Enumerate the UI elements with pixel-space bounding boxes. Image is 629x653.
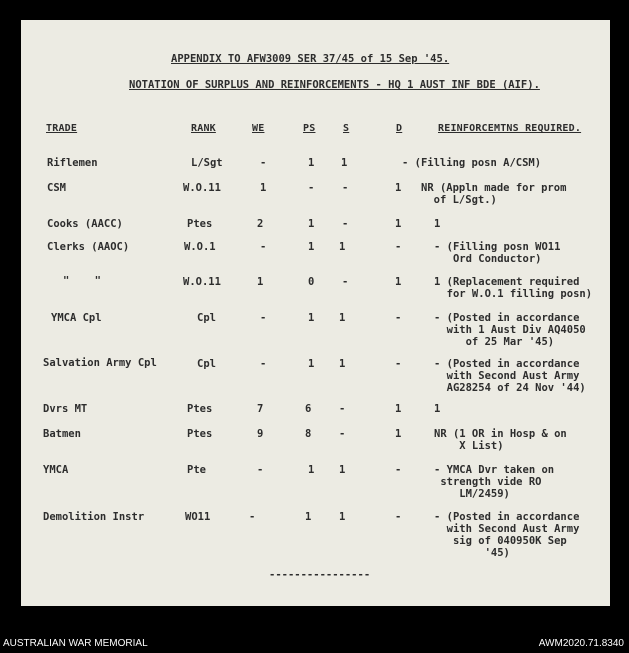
row-trade: Salvation Army Cpl	[43, 357, 157, 369]
row-we: 2	[257, 218, 264, 230]
row-ps: 6	[305, 403, 312, 415]
footer-accession-number: AWM2020.71.8340	[538, 638, 624, 649]
row-ps: 1	[305, 511, 312, 523]
row-ps: -	[308, 182, 315, 194]
row-rank: Ptes	[187, 428, 213, 440]
row-rank: Cpl	[197, 312, 216, 324]
row-d: 1	[395, 403, 402, 415]
row-reinforcements: - (Filling posn A/CSM)	[402, 157, 542, 169]
row-s: -	[339, 403, 346, 415]
header-rank: RANK	[191, 123, 216, 134]
row-d: -	[395, 312, 402, 324]
row-s: 1	[339, 312, 346, 324]
row-trade-ditto: " "	[63, 275, 101, 287]
row-d: 1	[395, 182, 402, 194]
row-reinforcements: - (Posted in accordance with Second Aust Army AG28254 of 24 Nov '44)	[434, 358, 586, 394]
row-we: -	[260, 358, 267, 370]
row-s: 1	[339, 464, 346, 476]
row-d: 1	[395, 218, 402, 230]
header-reinforcements: REINFORCEMTNS REQUIRED.	[438, 123, 582, 134]
header-d: D	[396, 123, 403, 134]
row-s: 1	[339, 241, 346, 253]
row-trade: Dvrs MT	[43, 403, 88, 415]
row-trade: Cooks (AACC)	[47, 218, 123, 230]
row-rank: W.O.1	[184, 241, 216, 253]
row-d: -	[395, 241, 402, 253]
row-reinforcements: - (Posted in accordance with 1 Aust Div AQ4050 of 25 Mar '45)	[434, 312, 586, 348]
row-trade: Demolition Instr	[43, 511, 145, 523]
row-ps: 1	[308, 464, 315, 476]
row-we: 1	[257, 276, 264, 288]
document-subtitle: NOTATION OF SURPLUS AND REINFORCEMENTS - HQ 1 AUST INF BDE (AIF).	[129, 79, 540, 91]
row-ps: 1	[308, 218, 315, 230]
row-rank: Pte	[187, 464, 206, 476]
row-ps: 1	[308, 241, 315, 253]
row-rank: Ptes	[187, 403, 213, 415]
row-s: -	[339, 428, 346, 440]
row-trade: YMCA	[43, 464, 69, 476]
row-reinforcements: - (Filling posn WO11 Ord Conductor)	[434, 241, 561, 265]
row-trade: Batmen	[43, 428, 81, 440]
row-ps: 8	[305, 428, 312, 440]
row-reinforcements: 1	[434, 403, 441, 415]
row-rank: W.O.11	[183, 276, 221, 288]
row-s: -	[342, 182, 349, 194]
row-reinforcements: - YMCA Dvr taken on strength vide RO LM/2459)	[434, 464, 555, 500]
row-trade: Riflemen	[47, 157, 98, 169]
footer-institution: AUSTRALIAN WAR MEMORIAL	[3, 638, 148, 649]
row-we: 7	[257, 403, 264, 415]
row-rank: W.O.11	[183, 182, 221, 194]
row-rank: WO11	[185, 511, 211, 523]
row-reinforcements: 1	[434, 218, 441, 230]
row-trade: YMCA Cpl	[51, 312, 102, 324]
end-rule: ----------------	[269, 569, 371, 581]
header-trade: TRADE	[46, 123, 78, 134]
header-s: S	[343, 123, 350, 134]
row-s: 1	[341, 157, 348, 169]
row-d: 1	[395, 276, 402, 288]
row-s: 1	[339, 511, 346, 523]
row-ps: 0	[308, 276, 315, 288]
row-d: -	[395, 511, 402, 523]
row-d: -	[395, 464, 402, 476]
row-reinforcements: 1 (Replacement required for W.O.1 filling posn)	[434, 276, 593, 300]
row-s: -	[342, 276, 349, 288]
row-ps: 1	[308, 157, 315, 169]
document-page	[21, 20, 610, 606]
header-ps: PS	[303, 123, 316, 134]
row-ps: 1	[308, 312, 315, 324]
row-we: 1	[260, 182, 267, 194]
row-s: 1	[339, 358, 346, 370]
row-we: -	[260, 312, 267, 324]
row-rank: Ptes	[187, 218, 213, 230]
row-we: -	[249, 511, 256, 523]
row-we: -	[260, 157, 267, 169]
row-d: 1	[395, 428, 402, 440]
row-rank: Cpl	[197, 358, 216, 370]
row-we: -	[260, 241, 267, 253]
row-ps: 1	[308, 358, 315, 370]
row-trade: CSM	[47, 182, 66, 194]
row-reinforcements: - (Posted in accordance with Second Aust Army sig of 040950K Sep '45)	[434, 511, 580, 559]
row-we: 9	[257, 428, 264, 440]
row-reinforcements: NR (1 OR in Hosp & on X List)	[434, 428, 567, 452]
document-title: APPENDIX TO AFW3009 SER 37/45 of 15 Sep '45.	[171, 53, 450, 65]
header-we: WE	[252, 123, 265, 134]
row-s: -	[342, 218, 349, 230]
row-reinforcements: NR (Appln made for prom of L/Sgt.)	[421, 182, 567, 206]
row-we: -	[257, 464, 264, 476]
row-rank: L/Sgt	[191, 157, 223, 169]
row-trade: Clerks (AAOC)	[47, 241, 130, 253]
row-d: -	[395, 358, 402, 370]
